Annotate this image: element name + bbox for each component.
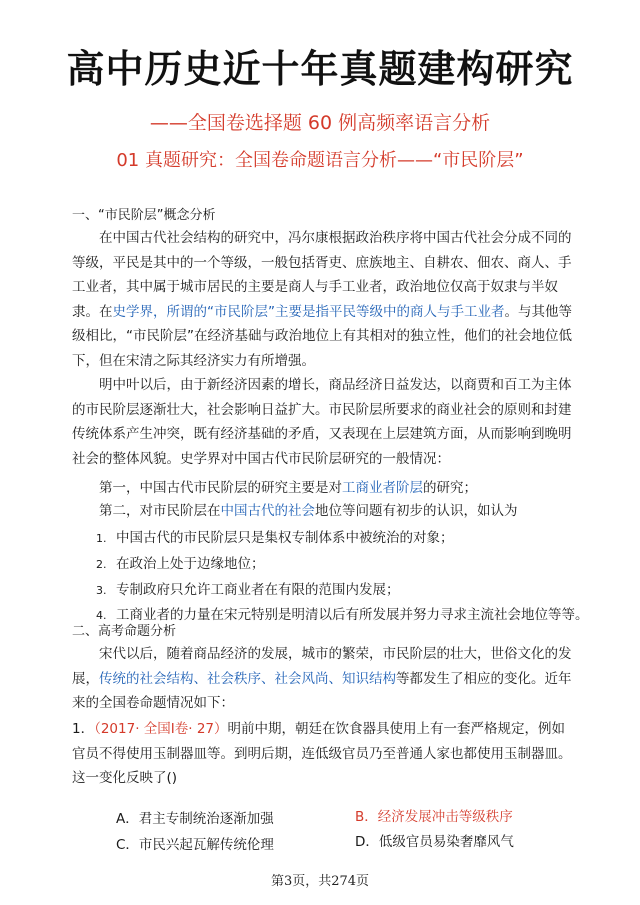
page-subtitle: ——全国卷选择题 60 例高频率语言分析: [149, 112, 491, 134]
list-item-number: 3.: [96, 584, 107, 597]
list-item-text: 在政治上处于边缘地位；: [116, 556, 265, 572]
question-source: （2017· 全国Ⅰ卷· 27）: [94, 721, 228, 737]
list-item-number: 2.: [96, 558, 107, 571]
section-subtitle: 01 真题研究：全国卷命题语言分析——“市民阶层”: [116, 150, 524, 171]
option-d: D．低级官员易染奢靡风气: [355, 834, 514, 850]
section1-paragraph-4: [72, 499, 577, 524]
list-item-number: 4.: [96, 609, 107, 622]
list-item: [96, 552, 265, 572]
list-item-text: 中国古代的市民阶层只是集权专制体系中被统治的对象；: [116, 530, 454, 546]
list-item: [96, 578, 400, 598]
s2p1-text-b: 等都发生了相应的变化。近年来的全国卷命题情况如下：: [72, 670, 572, 711]
option-b: B．经济发展冲击等级秩序: [355, 809, 513, 825]
p3-highlight: 工商业者阶层: [342, 480, 423, 496]
list-item-text: 工商业者的力量在宋元特别是明清以后有所发展并努力寻求主流社会地位等等。: [116, 607, 589, 623]
p1-highlight: 史学界，所谓的“市民阶层”主要是指平民等级中的商人与手工业者: [112, 303, 505, 320]
section1-paragraph-3: [72, 476, 577, 501]
p1-text-a: 在中国古代社会结构的研究中，冯尔康根据政治秩序将中国古代社会分成不同的等级，平民是其中的一个等级，一般包括胥吏、庶族地主、自耕农、佃农、商人、手工业者，其中属于城市居民的主要是商人与手工业者，政治地位仅高于奴隶与半奴隶。在: [72, 230, 572, 320]
s2p1-text-a: 宋代以后，随着商品经济的发展，城市的繁荣，市民阶层的壮大，世俗文化的发展，: [72, 646, 572, 687]
page-title: 高中历史近十年真题建构研究: [66, 46, 574, 91]
p3-text-a: 第一，中国古代市民阶层的研究主要是对: [99, 480, 342, 496]
question-number: 1．: [72, 721, 95, 737]
list-item-text: 专制政府只允许工商业者在有限的范围内发展；: [116, 582, 400, 598]
list-item: [96, 526, 454, 546]
page-number: 第3页，共274页: [270, 874, 370, 889]
option-a: A．君主专制统治逐渐加强: [116, 811, 274, 827]
section2-heading: 二、高考命题分析: [72, 624, 177, 639]
s2p1-highlight: 传统的社会结构、社会秩序、社会风尚、知识结构: [99, 670, 396, 687]
list-item-number: 1.: [96, 532, 107, 545]
p4-highlight: 中国古代的社会: [220, 503, 315, 519]
section1-heading: 一、“市民阶层”概念分析: [72, 208, 216, 223]
p3-text-b: 的研究；: [423, 480, 477, 496]
p1-text-b: 。与其他等级相比，“市民阶层”在经济基础与政治地位上有其相对的独立性，他们的社会地位低下，但在宋清之际其经济实力有所增强。: [72, 303, 572, 369]
section1-paragraph-1: [72, 226, 577, 373]
section1-paragraph-2: 明中叶以后，由于新经济因素的增长，商品经济日益发达，以商贾和百工为主体的市民阶层逐渐壮大，社会影响日益扩大。市民阶层所要求的商业社会的原则和封建传统体系产生冲突，既有经济基础的矛盾，又表现在上层建筑方面，从而影响到晚明社会的整体风貌。史学界对中国古代市民阶层研究的一般情况：: [72, 377, 572, 467]
p4-text-a: 第二，对市民阶层在: [99, 503, 221, 519]
section2-paragraph-1: [72, 642, 577, 716]
question-text: 明前中期，朝廷在饮食器具使用上有一套严格规定，例如官员不得使用玉制器皿等。到明后期，连低级官员乃至普通人家也都使用玉制器皿。这一变化反映了(): [72, 721, 572, 786]
option-c: C．市民兴起瓦解传统伦理: [116, 837, 274, 853]
p4-text-b: 地位等问题有初步的认识，如认为: [315, 503, 518, 519]
question-1: [72, 717, 577, 791]
